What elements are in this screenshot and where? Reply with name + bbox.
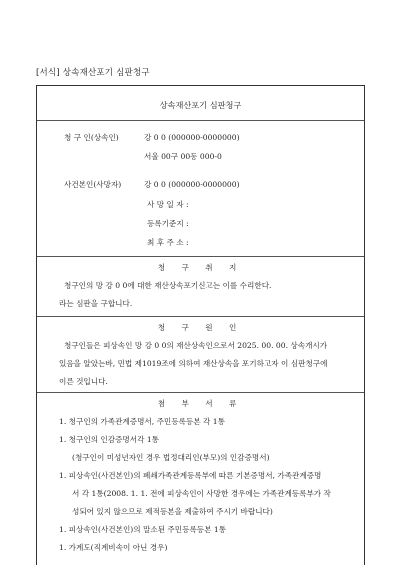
registered-domicile-label: 등록기준지 :	[147, 219, 189, 228]
claimant-label: 청 구 인(상속인)	[64, 133, 119, 142]
purpose-heading: 청 구 취 지	[157, 263, 244, 272]
title-divider	[37, 120, 364, 121]
form-label: [서식] 상속재산포기 심판청구	[36, 68, 150, 78]
attachment-item-note: (청구인이 미성년자인 경우 법정대리인(부모)의 인감증명서)	[72, 453, 270, 462]
attachment-item-continuation: 서 각 1통(2008. 1. 1. 전에 피상속인이 사망한 경우에는 가족관계등록부가 작	[72, 489, 331, 498]
cause-line-3: 이른 것입니다.	[59, 377, 108, 386]
attachment-item: 1. 가계도(직계비속이 아닌 경우)	[59, 543, 168, 552]
attachments-divider	[37, 392, 364, 393]
document-title: 상속재산포기 심판청구	[159, 100, 242, 110]
attachment-item: 1. 피상속인(사건본인)의 폐쇄가족관계등록부에 따른 기본증명서, 가족관계증명	[59, 471, 322, 480]
deceased-label: 사건본인(사망자)	[64, 180, 122, 189]
deceased-name-id: 강 0 0 (000000-0000000)	[144, 180, 240, 189]
claimant-name-id: 강 0 0 (000000-0000000)	[144, 133, 240, 142]
attachment-item-continuation: 성되어 있지 않으므로 제적등본을 제출하여 주시기 바랍니다)	[72, 507, 273, 516]
cause-line-2: 있음을 알았는바, 민법 제1019조에 의하여 재산상속을 포기하고자 이 심판청구에	[59, 359, 328, 368]
purpose-line-2: 라는 심판을 구합니다.	[59, 299, 133, 308]
attachment-item: 1. 청구인의 인감증명서각 1통	[59, 435, 160, 444]
purpose-line-1: 청구인의 망 강 0 0에 대한 재산상속포기신고는 이를 수리한다.	[64, 281, 272, 290]
petition-document	[36, 85, 365, 565]
purpose-divider	[37, 256, 364, 257]
cause-line-1: 청구인들은 피상속인 망 강 0 0의 재산상속인으로서 2025. 00. 00. 상속개시가	[64, 341, 328, 350]
claimant-address: 서울 00구 00동 000-0	[144, 152, 222, 161]
last-address-label: 최 후 주 소 :	[147, 238, 189, 247]
cause-heading: 청 구 원 인	[157, 323, 244, 332]
attachment-item: 1. 청구인의 가족관계증명서, 주민등록등본 각 1통	[59, 417, 225, 426]
death-date-label: 사 망 일 자 :	[147, 200, 189, 209]
cause-divider	[37, 316, 364, 317]
attachment-item: 1. 피상속인(사건본인)의 말소된 주민등록등본 1통	[59, 525, 227, 534]
attachments-heading: 첨 부 서 류	[157, 399, 244, 408]
